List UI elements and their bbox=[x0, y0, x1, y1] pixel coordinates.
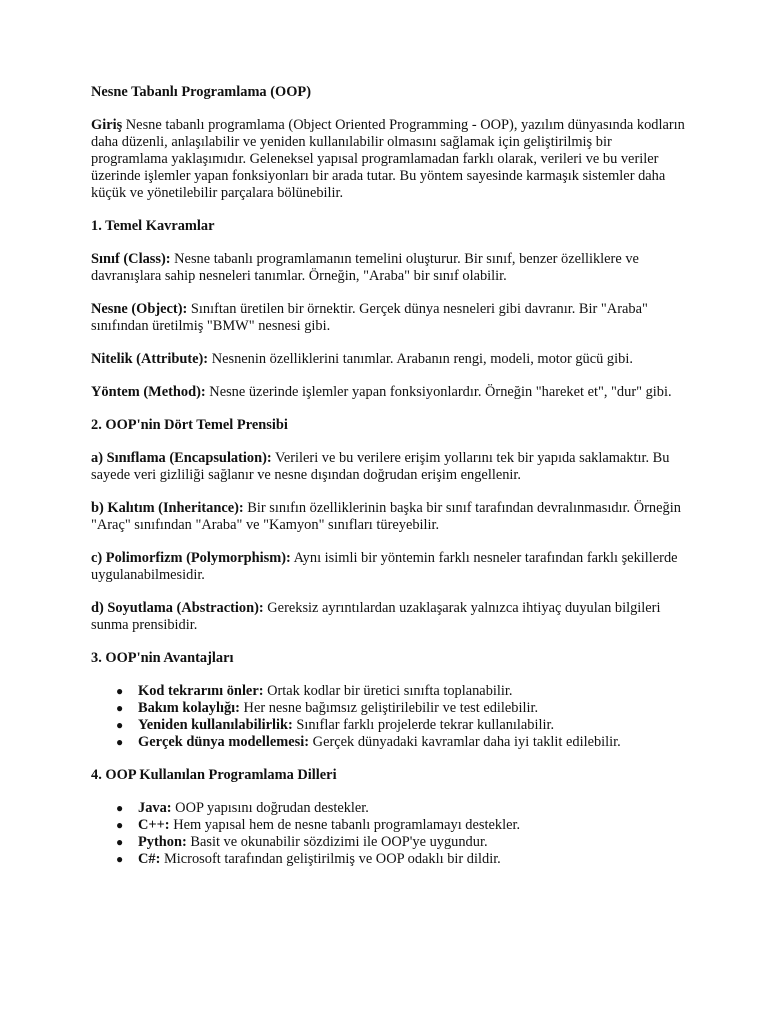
list-item-term: Yeniden kullanılabilirlik: bbox=[138, 717, 293, 733]
principle-text: Aynı isimli bir yöntemin farklı nesneler tarafından farklı şekillerde uygulanabilmesidir. bbox=[91, 550, 678, 583]
list-item-term: Java: bbox=[138, 800, 172, 816]
concept-object-paragraph bbox=[91, 301, 691, 335]
list-item bbox=[116, 800, 691, 817]
list-item-text: OOP yapısını doğrudan destekler. bbox=[171, 800, 369, 816]
document-page bbox=[91, 84, 691, 884]
advantages-list bbox=[91, 683, 691, 751]
list-item-text: Her nesne bağımsız geliştirilebilir ve test edilebilir. bbox=[239, 700, 539, 716]
bullet-icon: ● bbox=[116, 835, 124, 849]
intro-paragraph bbox=[91, 117, 691, 202]
list-item-text: Sınıflar farklı projelerde tekrar kullanılabilir. bbox=[292, 717, 555, 733]
bullet-icon: ● bbox=[116, 801, 124, 815]
principle-term: d) Soyutlama (Abstraction): bbox=[91, 600, 264, 616]
list-item bbox=[116, 700, 691, 717]
concept-attribute-paragraph bbox=[91, 351, 691, 368]
concept-term: Nesne (Object): bbox=[91, 301, 188, 317]
bullet-icon: ● bbox=[116, 701, 124, 715]
bullet-icon: ● bbox=[116, 818, 124, 832]
section-heading-temel-prensip: 2. OOP'nin Dört Temel Prensibi bbox=[91, 417, 288, 433]
list-item-text: Hem yapısal hem de nesne tabanlı programlamayı destekler. bbox=[169, 817, 521, 833]
list-item-text: Gerçek dünyadaki kavramlar daha iyi taklit edilebilir. bbox=[309, 734, 621, 750]
list-item-term: Python: bbox=[138, 834, 187, 850]
principle-text: Bir sınıfın özelliklerinin başka bir sınıf tarafından devralınmasıdır. Örneğin "Araç" sınıfından "Araba" ve "Kamyon" sınıfları türeyebilir. bbox=[91, 500, 681, 533]
section-heading-diller: 4. OOP Kullanılan Programlama Dilleri bbox=[91, 767, 337, 783]
section-heading-avantajlar: 3. OOP'nin Avantajları bbox=[91, 650, 234, 666]
concept-term: Nitelik (Attribute): bbox=[91, 351, 209, 367]
bullet-icon: ● bbox=[116, 735, 124, 749]
concept-class-paragraph bbox=[91, 251, 691, 285]
list-item bbox=[116, 834, 691, 851]
list-item bbox=[116, 851, 691, 868]
list-item bbox=[116, 734, 691, 751]
document-title: Nesne Tabanlı Programlama (OOP) bbox=[91, 84, 311, 100]
principle-text: Gereksiz ayrıntılardan uzaklaşarak yalnızca ihtiyaç duyulan bilgileri sunma prensibidir. bbox=[91, 600, 661, 633]
principle-abstraction-paragraph bbox=[91, 600, 691, 634]
bullet-icon: ● bbox=[116, 684, 124, 698]
list-item-text: Ortak kodlar bir üretici sınıfta toplanabilir. bbox=[263, 683, 513, 699]
principle-term: b) Kalıtım (Inheritance): bbox=[91, 500, 244, 516]
concept-text: Nesne tabanlı programlamanın temelini oluşturur. Bir sınıf, benzer özelliklere ve davranışlara sahip nesneleri tanımlar. Örneğin, "Araba" bir sınıf olabilir. bbox=[91, 251, 639, 284]
list-item-term: Gerçek dünya modellemesi: bbox=[138, 734, 310, 750]
principle-term: a) Sınıflama (Encapsulation): bbox=[91, 450, 272, 466]
list-item-term: Kod tekrarını önler: bbox=[138, 683, 264, 699]
list-item bbox=[116, 717, 691, 734]
concept-text: Nesne üzerinde işlemler yapan fonksiyonlardır. Örneğin "hareket et", "dur" gibi. bbox=[205, 384, 672, 400]
concept-term: Sınıf (Class): bbox=[91, 251, 171, 267]
list-item bbox=[116, 817, 691, 834]
list-item-term: Bakım kolaylığı: bbox=[138, 700, 240, 716]
principle-text: Verileri ve bu verilere erişim yollarını tek bir yapıda saklamaktır. Bu sayede veri gizliliği sağlanır ve nesne dışından doğrudan erişim engellenir. bbox=[91, 450, 670, 483]
principle-term: c) Polimorfizm (Polymorphism): bbox=[91, 550, 291, 566]
principle-inheritance-paragraph bbox=[91, 500, 691, 534]
section-heading-temel-kavramlar: 1. Temel Kavramlar bbox=[91, 218, 215, 234]
concept-term: Yöntem (Method): bbox=[91, 384, 206, 400]
bullet-icon: ● bbox=[116, 718, 124, 732]
concept-method-paragraph bbox=[91, 384, 691, 401]
list-item-text: Microsoft tarafından geliştirilmiş ve OOP odaklı bir dildir. bbox=[160, 851, 501, 867]
intro-text: Nesne tabanlı programlama (Object Oriented Programming - OOP), yazılım dünyasında kodların daha düzenli, anlaşılabilir ve yeniden kullanılabilir olmasını sağlamak için geliştirilmiş bir programlama yaklaşımıdır. Geleneksel yapısal programlamadan farklı olarak, verileri ve bu veriler üzerinde işlemler yapan fonksiyonları bir arada tutar. Bu yöntem sayesinde karmaşık sistemler daha küçük ve yönetilebilir parçalara bölünebilir. bbox=[91, 117, 685, 201]
intro-term: Giriş bbox=[91, 117, 123, 133]
list-item-term: C#: bbox=[138, 851, 161, 867]
list-item-text: Basit ve okunabilir sözdizimi ile OOP'ye uygundur. bbox=[186, 834, 488, 850]
bullet-icon: ● bbox=[116, 852, 124, 866]
concept-text: Nesnenin özelliklerini tanımlar. Arabanın rengi, modeli, motor gücü gibi. bbox=[208, 351, 633, 367]
languages-list bbox=[91, 800, 691, 868]
principle-encapsulation-paragraph bbox=[91, 450, 691, 484]
principle-polymorphism-paragraph bbox=[91, 550, 691, 584]
concept-text: Sınıftan üretilen bir örnektir. Gerçek dünya nesneleri gibi davranır. Bir "Araba" sınıfından üretilmiş "BMW" nesnesi gibi. bbox=[91, 301, 648, 334]
list-item-term: C++: bbox=[138, 817, 170, 833]
list-item bbox=[116, 683, 691, 700]
